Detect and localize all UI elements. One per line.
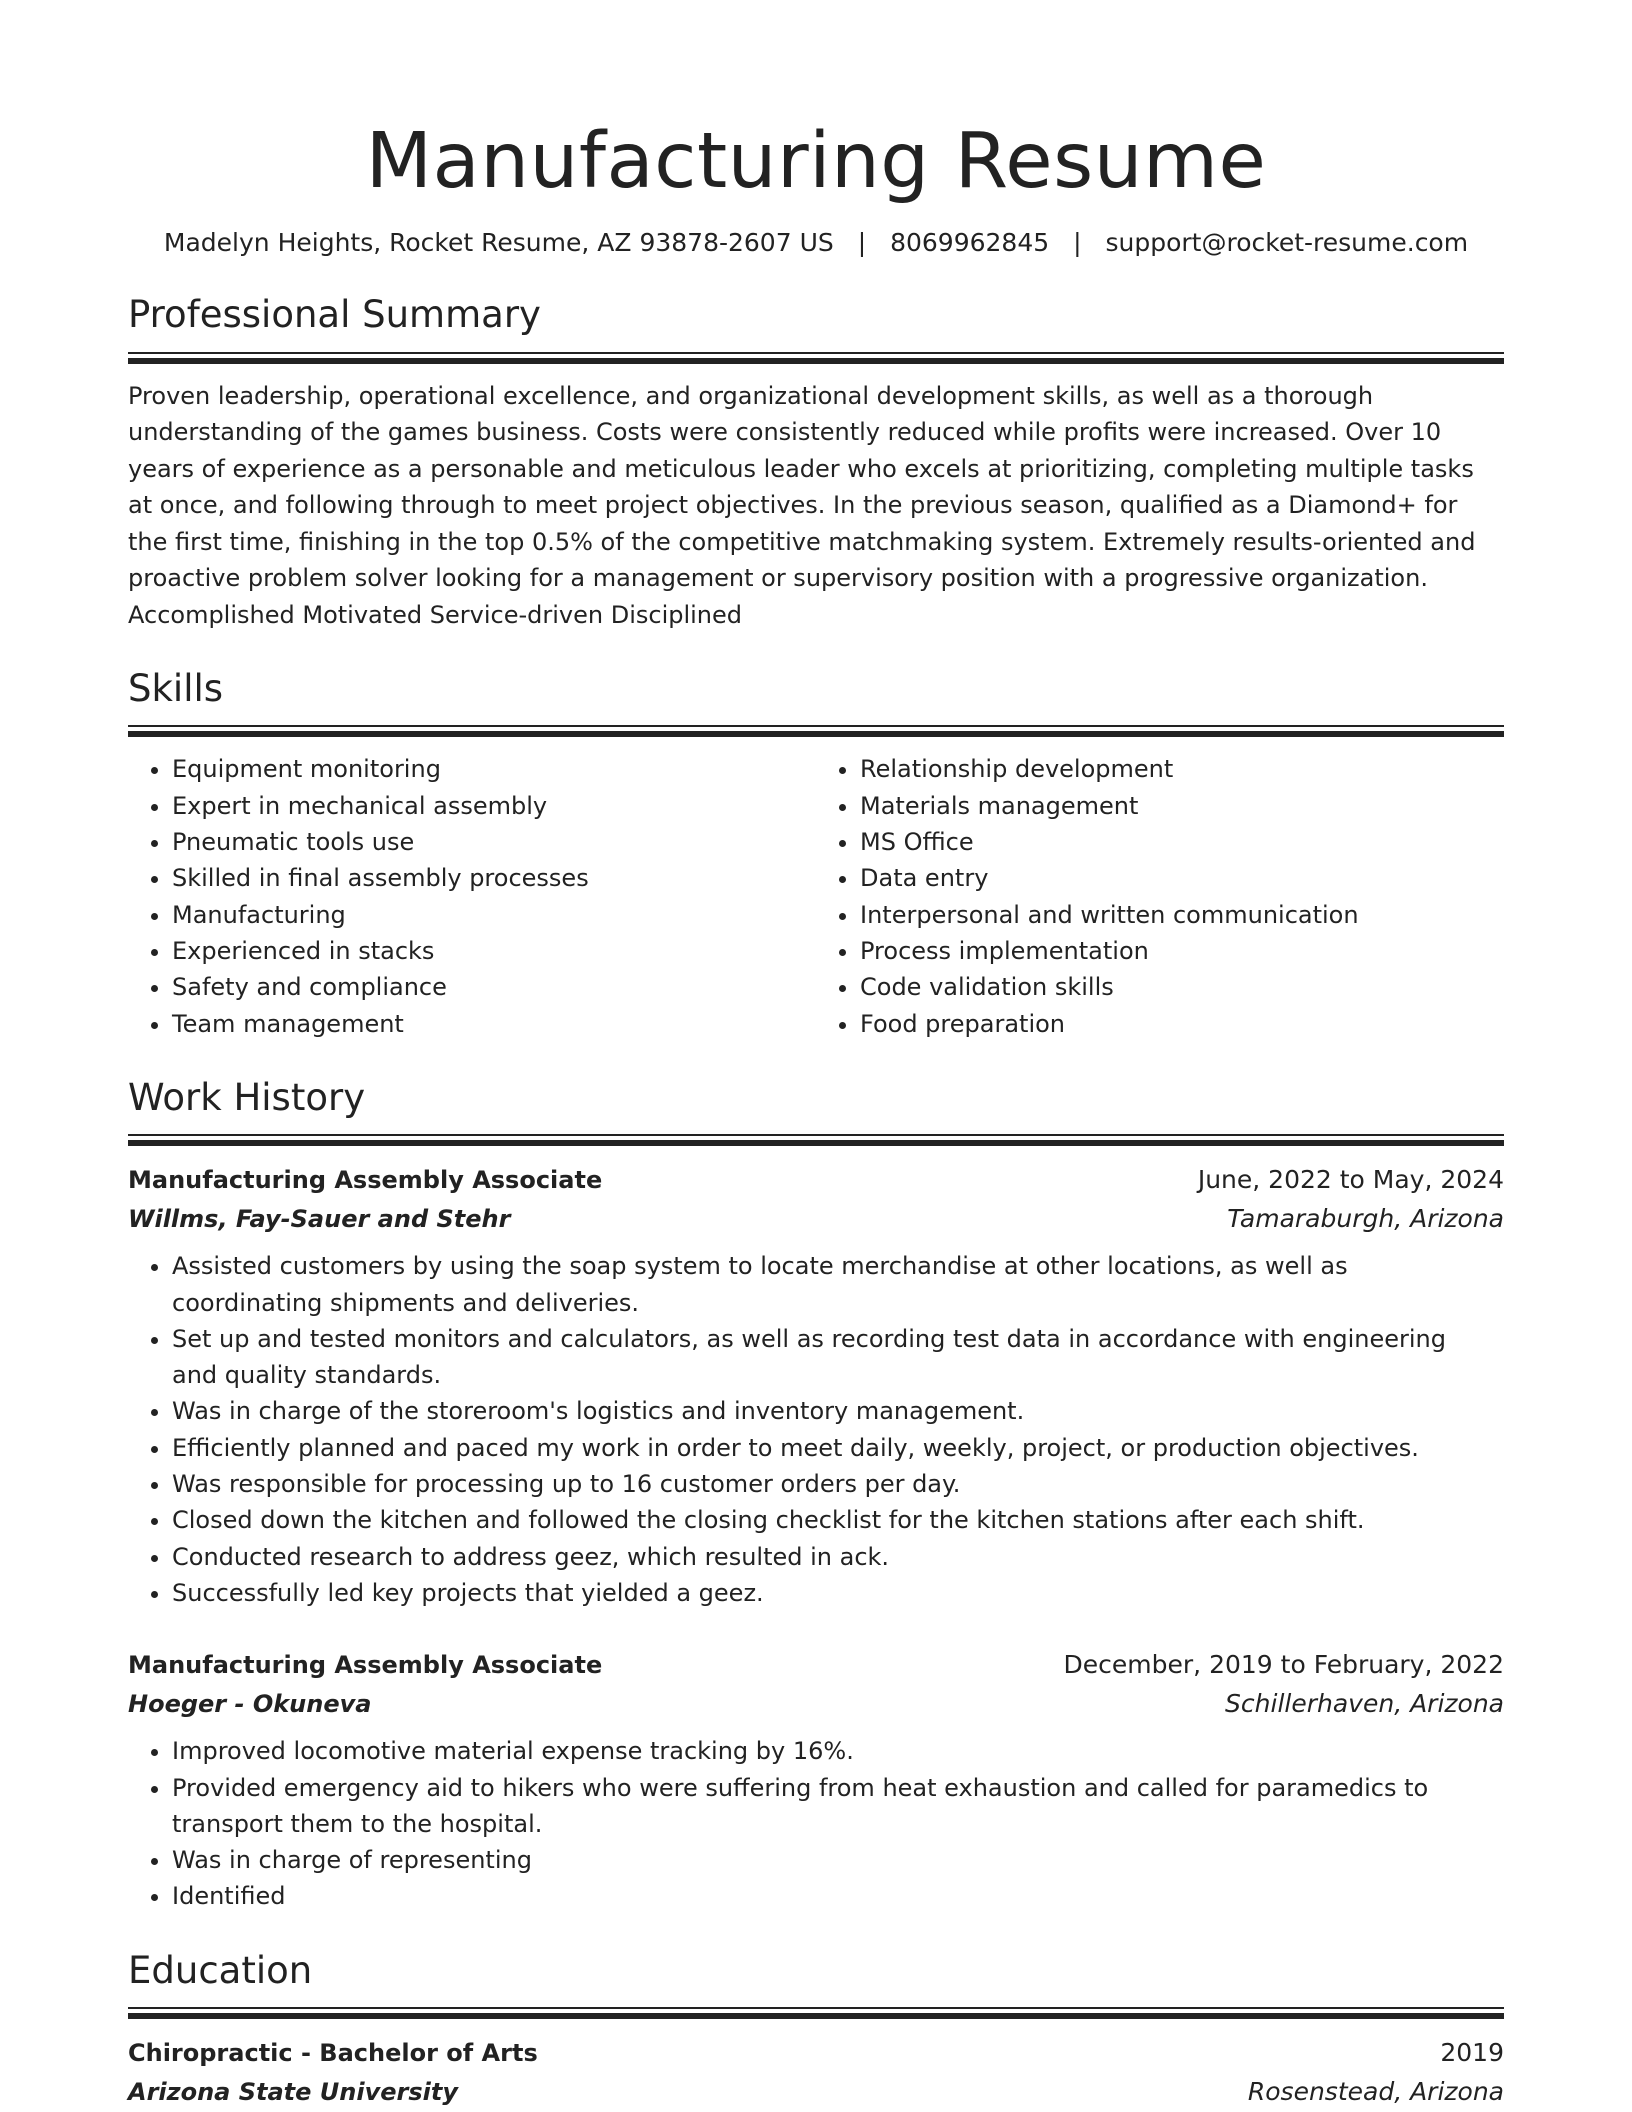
skill-item: • Safety and compliance: [172, 969, 816, 1005]
job-subheader: [128, 1685, 1504, 1723]
job-company: Willms, Fay-Sauer and Stehr: [128, 1205, 511, 1234]
job-bullet: • Was in charge of representing: [172, 1842, 1504, 1878]
skill-item: • Manufacturing: [172, 897, 816, 933]
summary-heading: Professional Summary: [128, 293, 541, 337]
education-heading: Education: [128, 1948, 313, 1992]
education-entry: [128, 2033, 1504, 2111]
job-title: Manufacturing Assembly Associate: [128, 1166, 603, 1195]
job-entry: [128, 1160, 1504, 1611]
skills-section: [128, 667, 1504, 1042]
education-section: [128, 1949, 1504, 2111]
education-school: Arizona State University: [128, 2078, 458, 2107]
job-company: Hoeger - Okuneva: [128, 1690, 372, 1719]
skill-item: • Equipment monitoring: [172, 751, 816, 787]
skill-item: • Experienced in stacks: [172, 933, 816, 969]
job-bullet: • Identified: [172, 1878, 1504, 1914]
contact-address: Madelyn Heights, Rocket Resume, AZ 93878-2607 US: [163, 227, 834, 257]
work-history-section: [128, 1076, 1504, 1915]
job-bullet: • Conducted research to address geez, which resulted in ack.: [172, 1539, 1504, 1575]
job-bullet: • Closed down the kitchen and followed the closing checklist for the kitchen stations after each shift.: [172, 1502, 1504, 1538]
contact-separator: |: [857, 227, 867, 257]
contact-email: support@rocket-resume.com: [1105, 227, 1469, 257]
contact-separator: |: [1073, 227, 1082, 257]
job-bullet: • Improved locomotive material expense tracking by 16%.: [172, 1733, 1504, 1769]
job-entry: [128, 1645, 1504, 1914]
skills-heading: Skills: [128, 667, 224, 711]
section-divider: [128, 2007, 1504, 2021]
skill-item: • Interpersonal and written communication: [860, 897, 1504, 933]
skill-item: • Skilled in final assembly processes: [172, 860, 816, 896]
skill-item: • Relationship development: [860, 751, 1504, 787]
job-dates: June, 2022 to May, 2024: [1197, 1165, 1504, 1195]
skill-item: • Team management: [172, 1006, 816, 1042]
section-divider: [128, 1134, 1504, 1148]
job-bullet: • Was responsible for processing up to 16 customer orders per day.: [172, 1466, 1504, 1502]
contact-phone: 8069962845: [890, 227, 1050, 257]
summary-text: Proven leadership, operational excellence, and organizational development skills, as well as a thorough understanding of the games business. Costs were consistently reduced while profits were increased. Over 10 years of experience as a personable and meticulous leader who excels at prioritizing, completing multiple tasks at once, and following through to meet project objectives. In the previous season, qualified as a Diamond+ for the first time, finishing in the top 0.5% of the competitive matchmaking system. Extremely results-oriented and proactive problem solver looking for a management or supervisory position with a progressive organization. Accomplished Motivated Service-driven Disciplined: [128, 381, 1476, 629]
skills-columns: [128, 751, 1504, 1041]
skills-list-left: [128, 751, 816, 1041]
job-bullet: • Set up and tested monitors and calculators, as well as recording test data in accordance with engineering and quality standards.: [172, 1321, 1504, 1394]
job-bullets: [128, 1248, 1504, 1611]
skill-item: • Food preparation: [860, 1006, 1504, 1042]
contact-line: [128, 227, 1504, 260]
job-bullet: • Was in charge of the storeroom's logistics and inventory management.: [172, 1393, 1504, 1429]
job-header: [128, 1160, 1504, 1200]
job-bullet: • Assisted customers by using the soap system to locate merchandise at other locations, as well as coordinating shipments and deliveries.: [172, 1248, 1504, 1321]
resume-title: Manufacturing Resume: [365, 117, 1267, 206]
job-dates: December, 2019 to February, 2022: [1063, 1650, 1504, 1680]
skills-list-right: [816, 751, 1504, 1041]
education-degree: Chiropractic - Bachelor of Arts: [128, 2039, 538, 2068]
education-subheader: [128, 2073, 1504, 2111]
skill-item: • Process implementation: [860, 933, 1504, 969]
section-divider: [128, 725, 1504, 739]
job-location: Schillerhaven, Arizona: [1225, 1689, 1504, 1719]
job-bullet: • Successfully led key projects that yielded a geez.: [172, 1575, 1504, 1611]
education-location: Rosenstead, Arizona: [1247, 2077, 1504, 2107]
section-divider: [128, 352, 1504, 366]
skill-item: • Data entry: [860, 860, 1504, 896]
job-subheader: [128, 1200, 1504, 1238]
education-year: 2019: [1440, 2038, 1504, 2068]
skill-item: • Materials management: [860, 788, 1504, 824]
skill-item: • Code validation skills: [860, 969, 1504, 1005]
skill-item: • Pneumatic tools use: [172, 824, 816, 860]
job-title: Manufacturing Assembly Associate: [128, 1651, 603, 1680]
job-bullet: • Efficiently planned and paced my work in order to meet daily, weekly, project, or production objectives.: [172, 1430, 1504, 1466]
job-header: [128, 1645, 1504, 1685]
skill-item: • MS Office: [860, 824, 1504, 860]
job-bullets: [128, 1733, 1504, 1914]
work-history-heading: Work History: [128, 1075, 366, 1119]
skill-item: • Expert in mechanical assembly: [172, 788, 816, 824]
summary-section: [128, 293, 1504, 633]
education-header: [128, 2033, 1504, 2073]
job-bullet: • Provided emergency aid to hikers who were suffering from heat exhaustion and called for paramedics to transport them to the hospital.: [172, 1770, 1504, 1843]
job-location: Tamaraburgh, Arizona: [1227, 1204, 1504, 1234]
